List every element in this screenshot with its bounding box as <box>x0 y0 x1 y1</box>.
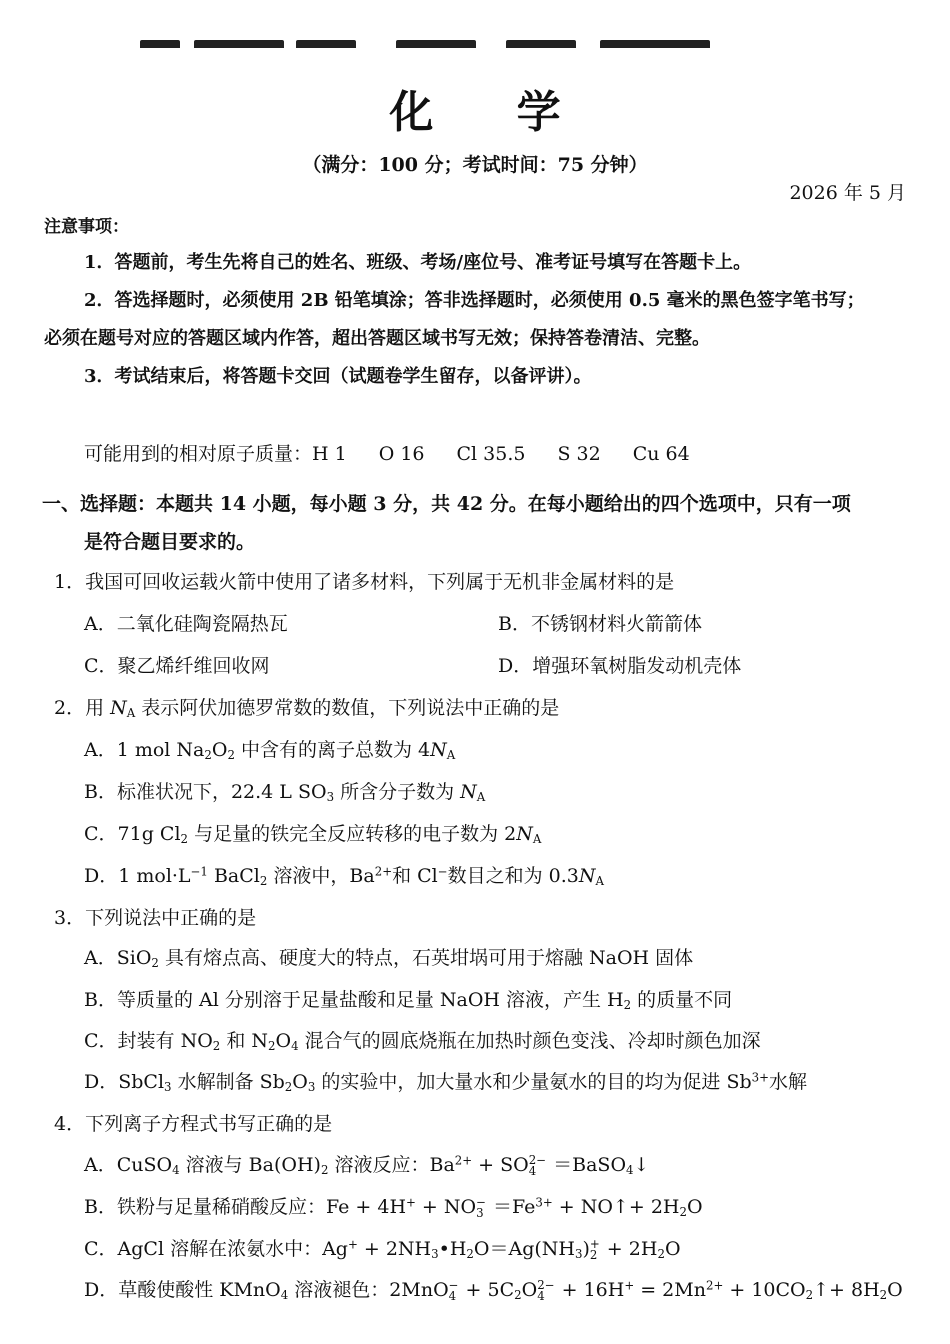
question-3-option-d: D．SbCl$_3$ 水解制备 $Sb_2O_3$ 的实验中，加大量水和少量氨水的目的均为促进 $Sb^{3+}$水解 <box>84 1070 808 1094</box>
page-title: 化 学 <box>389 87 595 138</box>
question-4-option-c: C．AgCl 溶解在浓氨水中：$Ag^+ + 2NH_3•H_2O=Ag(NH_3)$ + 2 + $2H_2O$ <box>84 1237 681 1262</box>
section-heading: 一、选择题：本题共 14 小题，每小题 3 分，共 42 分。在每小题给出的四个选项中，只有一项 <box>42 493 851 515</box>
question-2-option-d: D．1 $mol\cdot L^{-1}$ BaCl$_2$ 溶液中，$Ba^{2+}$和 Cl−数目之和为 $0.3N_A$ <box>84 864 604 888</box>
atomic-mass-cl: Cl 35.5 <box>456 443 526 465</box>
notice-item: 1．答题前，考生先将自己的姓名、班级、考场/座位号、准考证号填写在答题卡上。 <box>84 252 752 273</box>
notice-item: 2．答选择题时，必须使用 2B 铅笔填涂；答非选择题时，必须使用 0.5 毫米的黑色签字笔书写； <box>84 290 865 311</box>
question-1-option-a: A．二氧化硅陶瓷隔热瓦 <box>84 613 288 635</box>
section-heading-cont: 是符合题目要求的。 <box>84 531 256 553</box>
question-3-option-c: C．封装有 $NO_2$ 和 $N_2O_4$ 混合气的圆底烧瓶在加热时颜色变浅、冷却时颜色加深 <box>84 1030 761 1053</box>
question-2-option-a: A．1 mol $Na_2O_2$ 中含有的离子总数为 $4N_A$ <box>84 739 456 762</box>
question-2-stem: 2．用 $N_A$ 表示阿伏加德罗常数的数值，下列说法中正确的是 <box>54 697 560 720</box>
atomic-masses-label: 可能用到的相对原子质量： <box>84 443 313 465</box>
question-4-option-a: A．CuSO$_4$ 溶液与 $Ba(OH)_2$ 溶液反应：$Ba^{2+}$ + SO 2− 4 ＝BaSO$_4$↓ <box>84 1153 650 1178</box>
question-4-option-d: D．草酸使酸性 KMnO$_4$ 溶液褪色：2MnO − 4 + $5C_2O$ 2− 4 + $16H^+ = 2Mn^{2+}$ + $10CO_2↑+ 8H_2O$ <box>84 1278 903 1303</box>
atomic-mass-h: H 1 <box>312 443 347 465</box>
exam-info: （满分：100 分；考试时间：75 分钟） <box>302 154 648 176</box>
atomic-masses <box>84 439 690 466</box>
question-1-option-d: D．增强环氧树脂发动机壳体 <box>498 655 742 677</box>
notice-item: 必须在题号对应的答题区域内作答，超出答题区域书写无效；保持答卷清洁、完整。 <box>44 328 710 349</box>
atomic-mass-o: O 16 <box>378 443 425 465</box>
question-3-stem: 3．下列说法中正确的是 <box>54 907 257 929</box>
question-1-option-c: C．聚乙烯纤维回收网 <box>84 655 270 677</box>
question-2-option-b: B．标准状况下，22.4 L $SO_3$ 所含分子数为 $N_A$ <box>84 781 486 804</box>
question-4-option-b: B．铁粉与足量稀硝酸反应：Fe + 4H+ + NO − 3 $=Fe^{3+}$ + NO↑+ $2H_2O$ <box>84 1195 703 1220</box>
question-2-option-c: C．71g $Cl_2$ 与足量的铁完全反应转移的电子数为 $2N_A$ <box>84 823 542 846</box>
notice-heading: 注意事项： <box>44 217 129 237</box>
question-1-option-b: B．不锈钢材料火箭箭体 <box>498 613 702 635</box>
notice-item: 3．考试结束后，将答题卡交回（试题卷学生留存，以备评讲）。 <box>84 366 592 387</box>
atomic-mass-s: S 32 <box>557 443 601 465</box>
question-3-option-a: A．SiO$_2$ 具有熔点高、硬度大的特点，石英坩埚可用于熔融 NaOH 固体 <box>84 947 694 970</box>
cropped-header-line <box>140 28 800 48</box>
atomic-mass-cu: Cu 64 <box>632 443 690 465</box>
question-3-option-b: B．等质量的 Al 分别溶于足量盐酸和足量 NaOH 溶液，产生 $H_2$ 的质量不同 <box>84 989 733 1012</box>
question-4-stem: 4．下列离子方程式书写正确的是 <box>54 1113 333 1135</box>
question-1-stem: 1．我国可回收运载火箭中使用了诸多材料，下列属于无机非金属材料的是 <box>54 571 675 593</box>
exam-date: 2026 年 5 月 <box>789 182 906 204</box>
